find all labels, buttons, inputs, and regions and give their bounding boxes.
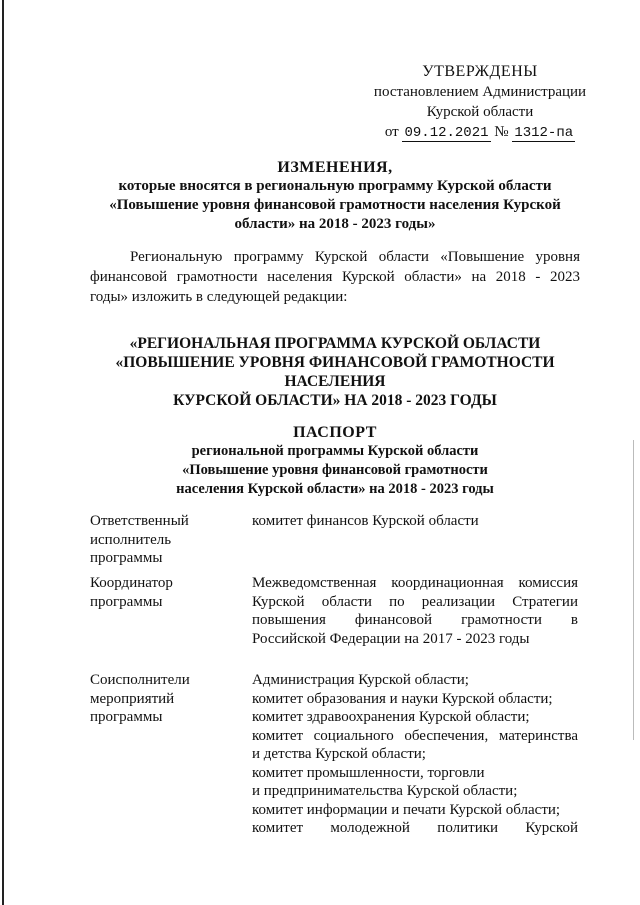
row-label (90, 574, 240, 611)
passport-line: населения Курской области» на 2018 - 2023 годы (176, 481, 494, 497)
date-prefix: от (384, 124, 399, 140)
row-value-line: комитет здравоохранения Курской области; (252, 709, 530, 725)
row-value (252, 671, 578, 838)
row-value-line: комитет молодежной политики Курской (252, 820, 578, 836)
row-label-line: Соисполнители (90, 672, 190, 688)
row-value-line: комитет финансов Курской области (252, 513, 479, 529)
row-value-line: Администрация Курской области; (252, 672, 469, 688)
changes-line: области» на 2018 - 2023 годы» (234, 216, 436, 232)
passport-heading-block (90, 423, 580, 499)
approval-line-2: Курской области (426, 104, 534, 120)
row-value-line: Курской области по реализации Стратегии (252, 593, 578, 610)
approval-date-line (370, 122, 590, 143)
row-value-line: комитет информации и печати Курской области; (252, 801, 561, 818)
row-label-line: Ответственный (90, 513, 189, 529)
row-value-line: Межведомственная координационная комиссия (252, 575, 578, 591)
program-title-line: «РЕГИОНАЛЬНАЯ ПРОГРАММА КУРСКОЙ ОБЛАСТИ (129, 335, 541, 352)
row-label (90, 671, 240, 727)
row-label-line: программы (90, 709, 163, 725)
row-value (252, 512, 578, 531)
approval-date: 09.12.2021 (404, 125, 489, 141)
row-value-line: Российской Федерации на 2017 - 2023 годы (252, 630, 530, 647)
row-value-line: комитет промышленности, торговли (252, 764, 485, 781)
approval-title: УТВЕРЖДЕНЫ (422, 63, 538, 80)
intro-paragraph (90, 247, 580, 307)
program-title (90, 334, 580, 410)
row-label-line: Координатор (90, 575, 173, 591)
approval-stamp (370, 62, 590, 143)
row-value-line: комитет социального обеспечения, материнства (252, 727, 578, 744)
program-title-line: «ПОВЫШЕНИЕ УРОВНЯ ФИНАНСОВОЙ ГРАМОТНОСТИ (115, 354, 555, 371)
program-title-line: КУРСКОЙ ОБЛАСТИ» НА 2018 - 2023 ГОДЫ (173, 392, 497, 409)
approval-line-1: постановлением Администрации (373, 84, 587, 100)
passport-line: региональной программы Курской области (191, 443, 479, 459)
row-value (252, 574, 578, 648)
scan-edge-right (633, 440, 634, 740)
row-value-line: комитет образования и науки Курской области; (252, 690, 553, 707)
intro-line: финансовой грамотности населения Курской области» на 2018 - 2023 (90, 269, 580, 285)
row-label-line: программы (90, 550, 163, 566)
intro-line: Региональную программу Курской области «Повышение уровня (130, 249, 580, 265)
passport-line: «Повышение уровня финансовой грамотности (182, 462, 488, 478)
passport-heading: ПАСПОРТ (293, 424, 377, 441)
number-prefix: № (494, 124, 509, 140)
row-label (90, 512, 240, 568)
row-value-line: повышения финансовой грамотности в (252, 612, 578, 628)
row-value-line: и предпринимательства Курской области; (252, 783, 518, 799)
program-title-line: НАСЕЛЕНИЯ (284, 373, 386, 390)
changes-heading: ИЗМЕНЕНИЯ, (277, 159, 393, 176)
row-value-line: и детства Курской области; (252, 746, 426, 762)
changes-line: «Повышение уровня финансовой грамотности населения Курской (109, 197, 561, 213)
row-label-line: программы (90, 593, 163, 610)
scan-edge-left (2, 0, 4, 905)
intro-line: годы» изложить в следующей редакции: (90, 289, 348, 305)
approval-number: 1312-па (514, 125, 574, 141)
row-label-line: исполнитель (90, 531, 172, 548)
row-label-line: мероприятий (90, 690, 175, 707)
changes-heading-block (90, 158, 580, 234)
changes-line: которые вносятся в региональную программу Курской области (118, 178, 552, 194)
